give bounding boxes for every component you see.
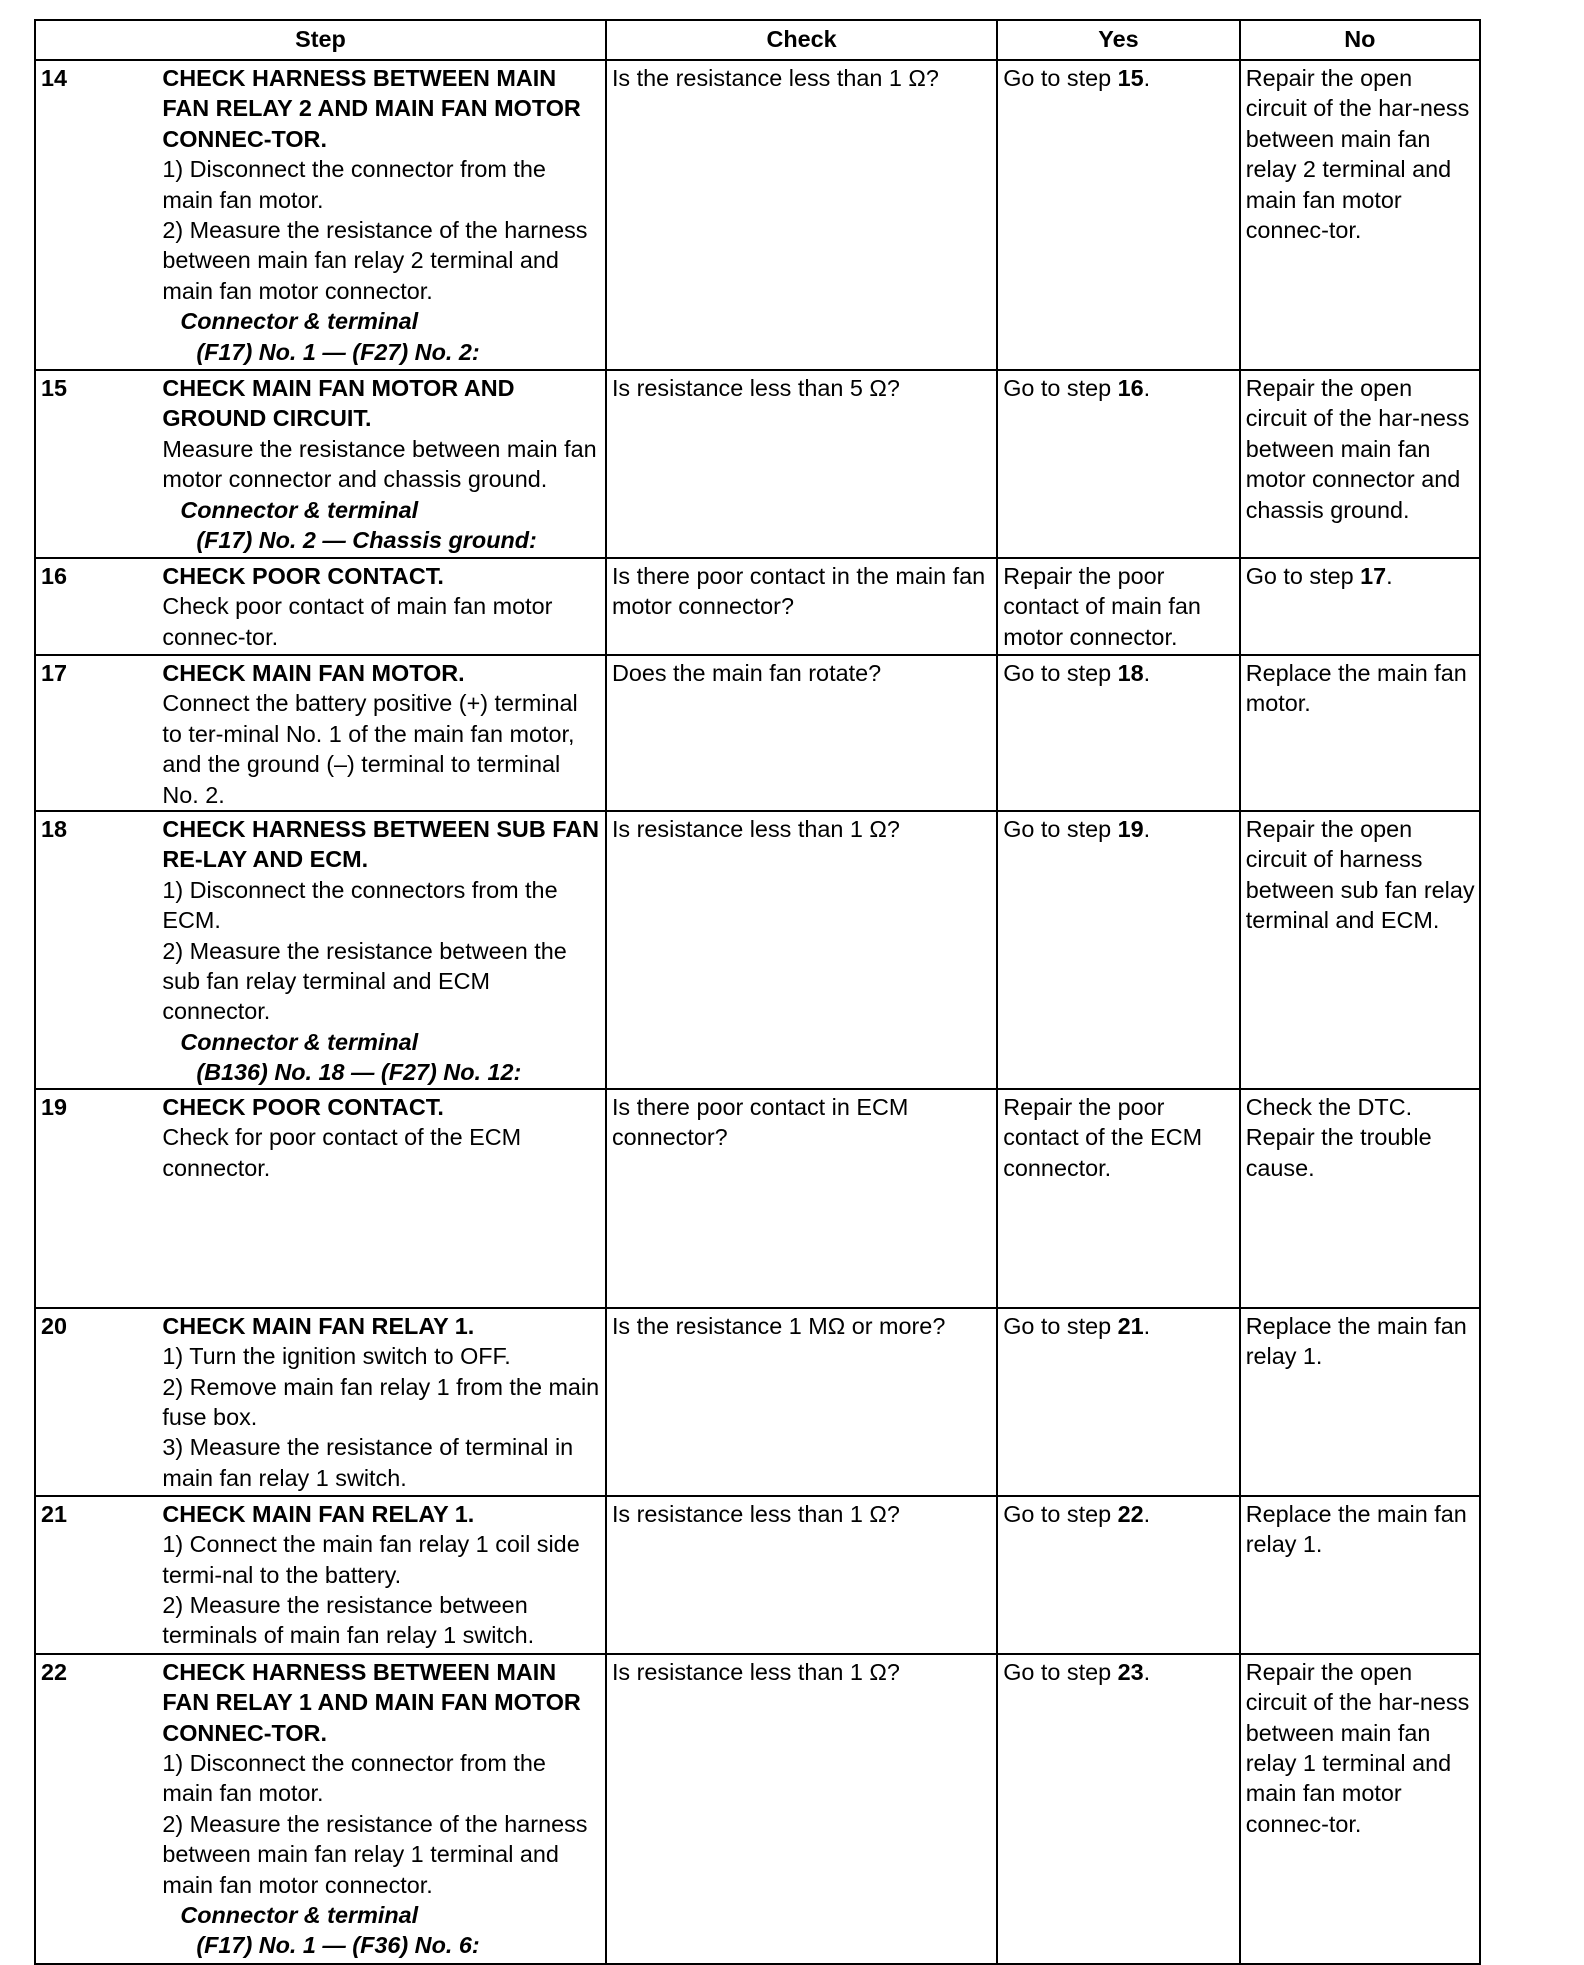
step-instruction: 2) Measure the resistance between terminals of main fan relay 1 switch. xyxy=(162,1591,535,1649)
step-title: CHECK POOR CONTACT. xyxy=(162,563,444,589)
step-title: CHECK MAIN FAN MOTOR AND GROUND CIRCUIT. xyxy=(162,375,515,432)
yes-step-number: 21 xyxy=(1117,1312,1144,1339)
table-row xyxy=(35,558,1480,655)
step-number: 19 xyxy=(35,1089,157,1308)
step-cell xyxy=(157,1654,606,1964)
yes-text: Go to step xyxy=(1003,816,1118,843)
connector-label: Connector & terminal xyxy=(180,496,419,523)
step-number: 15 xyxy=(35,370,157,558)
check-cell: Is the resistance less than 1 Ω? xyxy=(606,60,997,370)
step-title: CHECK POOR CONTACT. xyxy=(162,1093,444,1120)
step-instruction: 3) Measure the resistance of terminal in main fan relay 1 switch. xyxy=(162,1434,574,1491)
yes-step-number: 22 xyxy=(1117,1500,1144,1527)
step-instruction: 1) Disconnect the connector from the main fan motor. xyxy=(162,156,546,213)
step-cell xyxy=(157,60,606,370)
table-row xyxy=(35,1654,1480,1964)
step-number: 20 xyxy=(35,1308,157,1496)
header-step: Step xyxy=(35,20,606,60)
no-cell: Check the DTC. Repair the trouble cause. xyxy=(1240,1089,1480,1308)
step-number: 22 xyxy=(35,1654,157,1964)
yes-suffix: . xyxy=(1143,1312,1151,1339)
step-cell xyxy=(157,1308,606,1496)
no-cell: Replace the main fan motor. xyxy=(1240,655,1480,811)
step-title: CHECK MAIN FAN RELAY 1. xyxy=(162,1500,475,1527)
step-cell xyxy=(157,370,606,558)
connector-value: (F17) No. 1 — (F36) No. 6: xyxy=(196,1932,480,1959)
yes-cell xyxy=(997,370,1239,558)
no-cell: Repair the open circuit of the har-ness between main fan motor connector and chassis ground. xyxy=(1240,370,1480,558)
step-instruction: 1) Disconnect the connectors from the ECM. xyxy=(162,876,558,934)
table-row xyxy=(35,1089,1480,1308)
yes-cell: Repair the poor contact of main fan motor connector. xyxy=(997,558,1239,655)
table-row xyxy=(35,811,1480,1089)
table-row xyxy=(35,1496,1480,1654)
yes-text: Go to step xyxy=(1003,375,1118,401)
table-row xyxy=(35,370,1480,558)
yes-step-number: 23 xyxy=(1117,1658,1144,1685)
yes-step-number: 16 xyxy=(1117,375,1144,401)
table-row xyxy=(35,655,1480,811)
yes-text: Go to step xyxy=(1003,660,1118,686)
yes-cell xyxy=(997,811,1239,1089)
no-cell: Replace the main fan relay 1. xyxy=(1240,1308,1480,1496)
step-instruction: 2) Measure the resistance between the sub fan relay terminal and ECM connector. xyxy=(162,937,567,1025)
step-instruction: 1) Connect the main fan relay 1 coil side termi-nal to the battery. xyxy=(162,1531,580,1588)
yes-text: Go to step xyxy=(1003,1312,1118,1339)
header-yes: Yes xyxy=(997,20,1239,60)
step-number: 18 xyxy=(35,811,157,1089)
yes-step-number: 19 xyxy=(1117,816,1144,843)
step-instruction: Connect the battery positive (+) terminal to ter-minal No. 1 of the main fan motor, and the ground (–) terminal to terminal No. 2. xyxy=(162,690,578,808)
step-cell xyxy=(157,558,606,655)
step-number: 16 xyxy=(35,558,157,655)
connector-label: Connector & terminal xyxy=(180,308,419,335)
no-step-number: 17 xyxy=(1360,563,1387,589)
yes-suffix: . xyxy=(1143,660,1151,686)
check-cell: Is the resistance 1 MΩ or more? xyxy=(606,1308,997,1496)
yes-suffix: . xyxy=(1143,65,1151,91)
step-title: CHECK HARNESS BETWEEN SUB FAN RE-LAY AND ECM. xyxy=(162,816,599,873)
step-number: 21 xyxy=(35,1496,157,1654)
check-cell: Is resistance less than 1 Ω? xyxy=(606,811,997,1089)
connector-value: (F17) No. 2 — Chassis ground: xyxy=(196,527,537,554)
yes-text: Go to step xyxy=(1003,65,1118,91)
step-cell xyxy=(157,811,606,1089)
step-title: CHECK HARNESS BETWEEN MAIN FAN RELAY 1 AND MAIN FAN MOTOR CONNEC-TOR. xyxy=(162,1658,581,1746)
table-row xyxy=(35,1308,1480,1496)
step-instruction: 1) Disconnect the connector from the main fan motor. xyxy=(162,1749,546,1807)
connector-label: Connector & terminal xyxy=(180,1028,419,1055)
yes-text: Go to step xyxy=(1003,1658,1118,1685)
no-suffix: . xyxy=(1386,563,1393,589)
yes-text: Go to step xyxy=(1003,1500,1118,1527)
check-cell: Is resistance less than 5 Ω? xyxy=(606,370,997,558)
step-title: CHECK MAIN FAN MOTOR. xyxy=(162,660,465,686)
step-cell xyxy=(157,1496,606,1654)
step-instruction: 1) Turn the ignition switch to OFF. xyxy=(162,1343,511,1370)
no-cell: Repair the open circuit of the har-ness between main fan relay 1 terminal and main fan motor connec-tor. xyxy=(1240,1654,1480,1964)
yes-suffix: . xyxy=(1143,816,1151,843)
yes-step-number: 18 xyxy=(1117,660,1144,686)
header-no: No xyxy=(1240,20,1480,60)
table-row xyxy=(35,60,1480,370)
yes-suffix: . xyxy=(1143,375,1151,401)
yes-cell xyxy=(997,1308,1239,1496)
step-instruction: 2) Measure the resistance of the harness between main fan relay 1 terminal and main fan motor connector. xyxy=(162,1810,588,1898)
yes-cell xyxy=(997,1654,1239,1964)
step-instruction: Check poor contact of main fan motor connec-tor. xyxy=(162,593,553,650)
yes-suffix: . xyxy=(1143,1658,1151,1685)
step-title: CHECK HARNESS BETWEEN MAIN FAN RELAY 2 AND MAIN FAN MOTOR CONNEC-TOR. xyxy=(162,65,581,152)
step-cell xyxy=(157,1089,606,1308)
step-instruction: Measure the resistance between main fan motor connector and chassis ground. xyxy=(162,435,597,493)
yes-cell: Repair the poor contact of the ECM connector. xyxy=(997,1089,1239,1308)
check-cell: Is there poor contact in the main fan motor connector? xyxy=(606,558,997,655)
step-instruction: 2) Remove main fan relay 1 from the main fuse box. xyxy=(162,1373,600,1430)
step-instruction: Check for poor contact of the ECM connector. xyxy=(162,1124,522,1181)
step-number: 17 xyxy=(35,655,157,811)
connector-value: (B136) No. 18 — (F27) No. 12: xyxy=(196,1059,522,1086)
no-cell xyxy=(1240,558,1480,655)
check-cell: Is resistance less than 1 Ω? xyxy=(606,1496,997,1654)
step-number: 14 xyxy=(35,60,157,370)
step-cell xyxy=(157,655,606,811)
no-cell: Repair the open circuit of harness between sub fan relay terminal and ECM. xyxy=(1240,811,1480,1089)
yes-step-number: 15 xyxy=(1117,65,1144,91)
yes-cell xyxy=(997,1496,1239,1654)
no-cell: Replace the main fan relay 1. xyxy=(1240,1496,1480,1654)
yes-suffix: . xyxy=(1143,1500,1151,1527)
header-check: Check xyxy=(606,20,997,60)
check-cell: Is resistance less than 1 Ω? xyxy=(606,1654,997,1964)
yes-cell xyxy=(997,60,1239,370)
no-text: Go to step xyxy=(1245,563,1361,589)
step-title: CHECK MAIN FAN RELAY 1. xyxy=(162,1312,475,1339)
check-cell: Does the main fan rotate? xyxy=(606,655,997,811)
diagnostic-table xyxy=(34,19,1481,1965)
yes-cell xyxy=(997,655,1239,811)
step-instruction: 2) Measure the resistance of the harness between main fan relay 2 terminal and main fan motor connector. xyxy=(162,217,588,304)
no-cell: Repair the open circuit of the har-ness between main fan relay 2 terminal and main fan motor connec-tor. xyxy=(1240,60,1480,370)
connector-label: Connector & terminal xyxy=(180,1901,419,1928)
check-cell: Is there poor contact in ECM connector? xyxy=(606,1089,997,1308)
table-header-row xyxy=(35,20,1480,60)
connector-value: (F17) No. 1 — (F27) No. 2: xyxy=(196,338,480,365)
